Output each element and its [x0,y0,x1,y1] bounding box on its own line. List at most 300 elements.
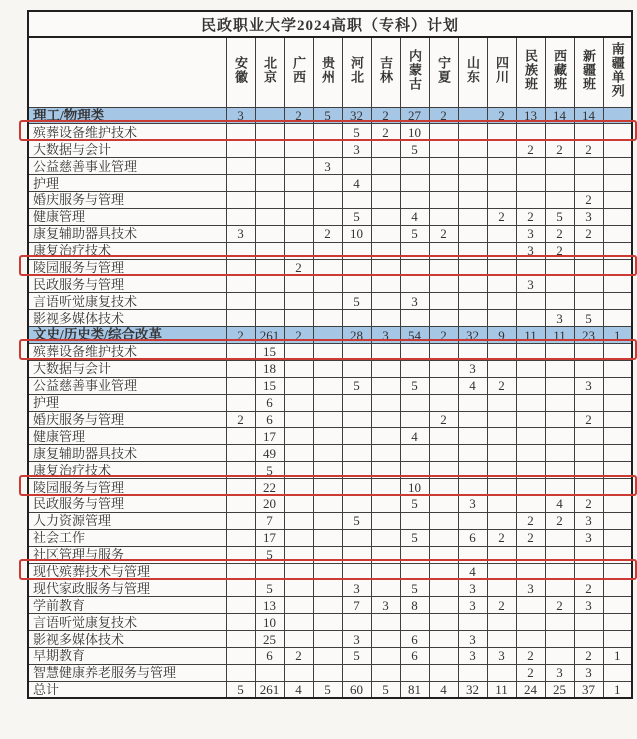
value-cell [400,394,429,411]
value-cell [574,175,603,192]
province-column-header [313,37,342,107]
value-cell [284,124,313,141]
value-cell [371,648,400,665]
value-cell [603,310,632,327]
value-cell: 3 [516,580,545,597]
value-cell [226,546,255,563]
value-cell: 2 [487,107,516,124]
value-cell [313,343,342,360]
value-cell [458,276,487,293]
specialty-row [28,158,632,175]
value-cell [487,462,516,479]
value-cell [371,191,400,208]
value-cell [516,411,545,428]
value-cell: 37 [574,681,603,698]
specialty-label: 民政服务与管理 [28,276,226,293]
province-column-header-label: 广西 [291,55,306,84]
value-cell: 3 [458,631,487,648]
value-cell [342,276,371,293]
province-column-header-label: 宁夏 [436,55,451,84]
value-cell [284,343,313,360]
value-cell [487,512,516,529]
value-cell [226,445,255,462]
value-cell [429,310,458,327]
value-cell [487,293,516,310]
value-cell: 6 [255,411,284,428]
value-cell [487,631,516,648]
value-cell [487,141,516,158]
value-cell [516,310,545,327]
value-cell: 2 [545,242,574,259]
value-cell [429,158,458,175]
value-cell [516,479,545,496]
value-cell: 2 [545,225,574,242]
value-cell [574,242,603,259]
value-cell [516,614,545,631]
value-cell [284,310,313,327]
value-cell [545,411,574,428]
value-cell [545,360,574,377]
value-cell [545,259,574,276]
value-cell: 32 [342,107,371,124]
value-cell [255,310,284,327]
value-cell [603,343,632,360]
specialty-row [28,310,632,327]
value-cell [603,462,632,479]
value-cell [574,479,603,496]
value-cell [255,158,284,175]
value-cell [429,512,458,529]
specialty-label: 陵园服务与管理 [28,479,226,496]
value-cell: 4 [342,175,371,192]
value-cell [603,495,632,512]
province-column-header-label: 四川 [494,55,509,84]
value-cell [255,208,284,225]
specialty-row [28,124,632,141]
value-cell [226,664,255,681]
value-cell [400,191,429,208]
value-cell: 2 [516,648,545,665]
value-cell: 4 [284,681,313,698]
value-cell [371,208,400,225]
value-cell [429,529,458,546]
value-cell [458,664,487,681]
value-cell [226,614,255,631]
value-cell: 2 [516,664,545,681]
value-cell [487,124,516,141]
province-column-header [284,37,313,107]
province-column-header [603,37,632,107]
value-cell [226,648,255,665]
value-cell: 28 [342,327,371,344]
value-cell: 3 [226,225,255,242]
specialty-row [28,259,632,276]
value-cell: 5 [342,293,371,310]
value-cell: 4 [458,563,487,580]
province-column-header-label: 新疆班 [581,48,596,91]
value-cell [516,293,545,310]
value-cell: 2 [574,495,603,512]
value-cell: 3 [516,225,545,242]
specialty-label: 婚庆服务与管理 [28,191,226,208]
value-cell [400,445,429,462]
value-cell [429,208,458,225]
value-cell [574,276,603,293]
specialty-label: 智慧健康养老服务与管理 [28,664,226,681]
value-cell [342,191,371,208]
value-cell [516,124,545,141]
value-cell [255,175,284,192]
value-cell [313,563,342,580]
value-cell: 2 [545,597,574,614]
value-cell [574,546,603,563]
value-cell [284,191,313,208]
value-cell: 2 [226,411,255,428]
value-cell [284,614,313,631]
section-row [28,327,632,344]
specialty-row [28,563,632,580]
value-cell [400,360,429,377]
value-cell [487,394,516,411]
province-column-header-label: 民族班 [523,48,538,91]
value-cell [458,512,487,529]
value-cell [284,597,313,614]
value-cell [313,360,342,377]
value-cell: 2 [574,648,603,665]
value-cell: 23 [574,327,603,344]
value-cell: 20 [255,495,284,512]
specialty-row [28,462,632,479]
province-column-header [371,37,400,107]
value-cell [371,462,400,479]
province-column-header-label: 山东 [465,55,480,84]
value-cell [516,563,545,580]
value-cell [313,529,342,546]
province-column-header [226,37,255,107]
value-cell [226,310,255,327]
specialty-label: 护理 [28,394,226,411]
value-cell [487,242,516,259]
value-cell [371,411,400,428]
value-cell: 3 [226,107,255,124]
value-cell [487,175,516,192]
value-cell [313,546,342,563]
value-cell: 3 [458,360,487,377]
value-cell: 3 [487,648,516,665]
value-cell [284,141,313,158]
value-cell [226,343,255,360]
value-cell: 3 [545,310,574,327]
specialty-label: 护理 [28,175,226,192]
value-cell [400,614,429,631]
value-cell [574,631,603,648]
value-cell [284,225,313,242]
value-cell [603,293,632,310]
value-cell [313,580,342,597]
value-cell [313,276,342,293]
value-cell: 25 [545,681,574,698]
value-cell [342,462,371,479]
value-cell [516,394,545,411]
value-cell [545,563,574,580]
specialty-row [28,293,632,310]
province-column-header [545,37,574,107]
specialty-label: 公益慈善事业管理 [28,158,226,175]
value-cell [603,563,632,580]
value-cell [429,631,458,648]
value-cell [226,259,255,276]
value-cell: 14 [545,107,574,124]
province-column-header-label: 内蒙古 [407,48,422,91]
value-cell: 5 [342,208,371,225]
value-cell: 2 [284,327,313,344]
value-cell: 25 [255,631,284,648]
value-cell: 5 [342,124,371,141]
value-cell [342,310,371,327]
specialty-column-header [28,37,226,107]
value-cell: 17 [255,428,284,445]
value-cell [284,411,313,428]
value-cell [545,462,574,479]
value-cell: 5 [400,141,429,158]
value-cell: 5 [342,377,371,394]
value-cell: 27 [400,107,429,124]
specialty-row [28,664,632,681]
value-cell [458,107,487,124]
value-cell [487,191,516,208]
value-cell [458,462,487,479]
value-cell [603,175,632,192]
province-column-header-label: 吉林 [378,55,393,84]
value-cell [371,512,400,529]
value-cell: 5 [400,377,429,394]
province-column-header-label: 安徽 [233,55,248,84]
value-cell [458,242,487,259]
value-cell [574,124,603,141]
value-cell [545,175,574,192]
value-cell [255,259,284,276]
value-cell: 2 [226,327,255,344]
value-cell [342,360,371,377]
value-cell [487,614,516,631]
value-cell [313,664,342,681]
table-title: 民政职业大学2024高职（专科）计划 [28,11,632,37]
value-cell [342,495,371,512]
value-cell [226,158,255,175]
province-column-header [255,37,284,107]
specialty-label: 早期教育 [28,648,226,665]
value-cell [429,175,458,192]
value-cell [429,462,458,479]
value-cell [545,293,574,310]
section-label: 理工/物理类 [28,107,226,124]
value-cell [400,546,429,563]
value-cell [429,597,458,614]
value-cell [400,276,429,293]
value-cell [429,495,458,512]
value-cell [342,394,371,411]
value-cell [371,377,400,394]
value-cell: 32 [458,681,487,698]
value-cell [458,411,487,428]
value-cell [255,293,284,310]
value-cell: 2 [487,377,516,394]
value-cell [487,276,516,293]
specialty-row [28,343,632,360]
value-cell: 2 [574,191,603,208]
total-row [28,681,632,698]
value-cell [458,394,487,411]
value-cell [603,428,632,445]
value-cell [603,276,632,293]
value-cell: 2 [516,208,545,225]
value-cell [603,259,632,276]
value-cell [371,310,400,327]
value-cell [429,242,458,259]
value-cell: 3 [545,664,574,681]
value-cell: 9 [487,327,516,344]
value-cell [371,175,400,192]
value-cell [284,631,313,648]
value-cell [603,445,632,462]
value-cell [487,428,516,445]
value-cell [400,343,429,360]
value-cell: 2 [487,208,516,225]
value-cell: 2 [429,327,458,344]
value-cell [458,343,487,360]
value-cell: 261 [255,681,284,698]
value-cell [226,529,255,546]
value-cell [429,664,458,681]
value-cell [458,225,487,242]
value-cell [313,631,342,648]
value-cell: 2 [371,124,400,141]
value-cell [458,428,487,445]
value-cell [603,597,632,614]
value-cell [226,512,255,529]
value-cell [226,208,255,225]
value-cell [574,445,603,462]
value-cell [313,141,342,158]
value-cell [516,175,545,192]
value-cell: 6 [255,648,284,665]
value-cell [342,343,371,360]
value-cell: 13 [516,107,545,124]
value-cell [342,546,371,563]
value-cell: 2 [545,141,574,158]
specialty-label: 婚庆服务与管理 [28,411,226,428]
value-cell [516,495,545,512]
value-cell [313,648,342,665]
value-cell [284,546,313,563]
value-cell: 2 [429,225,458,242]
value-cell [226,242,255,259]
value-cell: 3 [516,242,545,259]
value-cell [458,479,487,496]
value-cell [371,479,400,496]
value-cell [226,631,255,648]
province-column-header [342,37,371,107]
value-cell [516,377,545,394]
value-cell [313,293,342,310]
value-cell [574,360,603,377]
value-cell [255,191,284,208]
value-cell [603,580,632,597]
value-cell [342,428,371,445]
value-cell [429,360,458,377]
value-cell [487,259,516,276]
value-cell [487,225,516,242]
value-cell [226,428,255,445]
value-cell [255,225,284,242]
value-cell: 7 [342,597,371,614]
value-cell: 49 [255,445,284,462]
value-cell [255,563,284,580]
title-row [28,11,632,37]
value-cell: 6 [400,648,429,665]
value-cell [603,124,632,141]
value-cell [545,428,574,445]
province-column-header-label: 西藏班 [552,48,567,91]
province-column-header-label: 贵州 [320,55,335,84]
value-cell [487,158,516,175]
value-cell: 3 [342,631,371,648]
specialty-row [28,648,632,665]
value-cell [371,631,400,648]
value-cell [516,158,545,175]
value-cell: 2 [516,141,545,158]
value-cell [429,394,458,411]
value-cell: 3 [313,158,342,175]
value-cell [603,479,632,496]
value-cell [284,462,313,479]
value-cell: 2 [516,512,545,529]
value-cell: 2 [487,597,516,614]
value-cell: 5 [545,208,574,225]
value-cell [429,479,458,496]
value-cell [574,394,603,411]
value-cell [400,411,429,428]
value-cell: 11 [516,327,545,344]
value-cell [313,462,342,479]
value-cell [603,377,632,394]
value-cell: 5 [255,462,284,479]
specialty-row [28,191,632,208]
value-cell: 3 [371,327,400,344]
value-cell: 5 [342,512,371,529]
value-cell: 5 [400,495,429,512]
value-cell [284,580,313,597]
value-cell [429,428,458,445]
value-cell [313,242,342,259]
value-cell [313,394,342,411]
value-cell: 2 [574,580,603,597]
value-cell [342,242,371,259]
value-cell [226,377,255,394]
enrollment-plan-table [27,10,633,699]
value-cell [313,259,342,276]
specialty-label: 康复辅助器具技术 [28,225,226,242]
section-label: 文史/历史类/综合改革 [28,327,226,344]
value-cell: 5 [371,681,400,698]
value-cell [545,276,574,293]
value-cell [313,310,342,327]
value-cell [342,411,371,428]
value-cell [603,546,632,563]
value-cell [226,124,255,141]
value-cell: 22 [255,479,284,496]
value-cell [342,445,371,462]
